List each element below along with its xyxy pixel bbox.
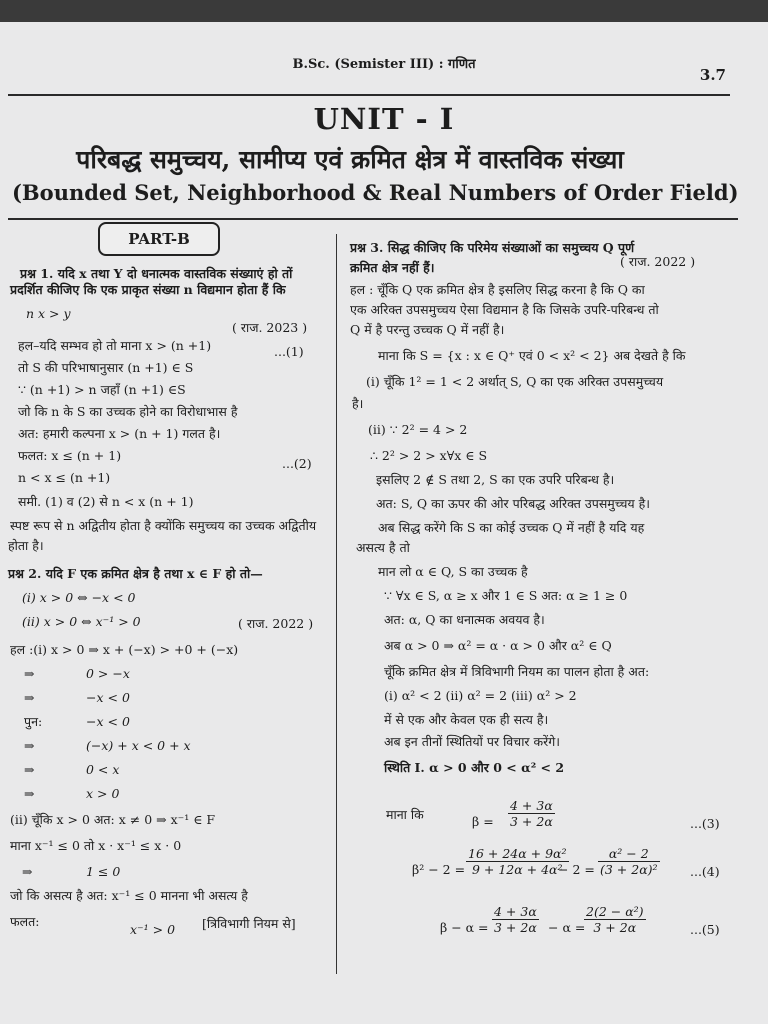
- solution-2-label: फलत:: [10, 914, 40, 929]
- part-b-box: PART-B: [98, 222, 220, 256]
- solution-1-line: ∵ (n +1) > n जहाँ (n +1) ∈S: [18, 382, 186, 397]
- question-2-part-ii: (ii) x > 0 ⇔ x⁻¹ > 0: [22, 614, 141, 629]
- question-3-line-1: प्रश्न 3. सिद्ध कीजिए कि परिमेय संख्याओं का समुच्चय Q पूर्ण: [350, 240, 635, 255]
- implies-symbol: ⇒: [24, 762, 35, 777]
- title-rule: [8, 218, 738, 220]
- solution-1-line: स्पष्ट रूप से n अद्वितीय होता है क्योंकि समुच्चय का उच्चक अद्वितीय: [10, 518, 317, 533]
- fraction-denominator: 3 + 2α: [494, 920, 537, 935]
- solution-3-line: Q में है परन्तु उच्चक Q में नहीं है।: [350, 322, 505, 337]
- beta-minus-alpha-fraction: [492, 904, 539, 935]
- solution-2-label: पुन:: [24, 714, 43, 729]
- equation-number: ...(4): [690, 864, 720, 879]
- case-1-heading: स्थिति I. α > 0 और 0 < α² < 2: [384, 760, 565, 775]
- beta-squared-fraction: [466, 846, 569, 877]
- fraction-numerator: 2(2 − α²): [586, 904, 644, 919]
- solution-1-line: समी. (1) व (2) से n < x (n + 1): [18, 494, 194, 509]
- running-header: B.Sc. (Semister III) : गणित: [292, 57, 476, 72]
- fraction-numerator: 4 + 3α: [494, 904, 537, 919]
- fraction-numerator: α² − 2: [598, 846, 660, 862]
- beta-minus-alpha-label: β − α =: [440, 920, 489, 935]
- question-1-statement: n x > y: [26, 306, 71, 321]
- beta-definition-fraction: [508, 798, 555, 829]
- solution-1-line: हल–यदि सम्भव हो तो माना x > (n +1): [18, 338, 212, 353]
- unit-title: UNIT - I: [313, 102, 455, 136]
- solution-3-line: (i) α² < 2 (ii) α² = 2 (iii) α² > 2: [384, 688, 577, 703]
- solution-2-step: (−x) + x < 0 + x: [86, 738, 191, 753]
- solution-2-step: −x < 0: [86, 690, 130, 705]
- solution-3-line: ∵ ∀x ∈ S, α ≥ x और 1 ∈ S अत: α ≥ 1 ≥ 0: [384, 588, 628, 603]
- implies-symbol: ⇒: [24, 786, 35, 801]
- solution-3-line: माना कि S = {x : x ∈ Q⁺ एवं 0 < x² < 2} अब देखते है कि: [378, 348, 686, 363]
- let-label: माना कि: [386, 807, 424, 822]
- question-1-line-1: प्रश्न 1. यदि x तथा Y दो धनात्मक वास्तविक संख्याएं हो तों: [20, 266, 293, 281]
- solution-3-line: ∴ 2² > 2 > x∀x ∈ S: [370, 448, 488, 463]
- chapter-title-hindi: परिबद्ध समुच्चय, सामीप्य एवं क्रमित क्षेत्र में वास्तविक संख्या: [76, 145, 624, 174]
- solution-3-line: हल : चूँकि Q एक क्रमित क्षेत्र है इसलिए सिद्ध करना है कि Q का: [350, 282, 645, 297]
- solution-2-step: 1 ≤ 0: [86, 864, 121, 879]
- solution-3-line: (ii) ∵ 2² = 4 > 2: [368, 422, 468, 437]
- fraction-numerator: 16 + 24α + 9α²: [468, 846, 567, 861]
- solution-3-line: अब सिद्ध करेंगे कि S का कोई उच्चक Q में नहीं है यदि यह: [378, 520, 645, 535]
- solution-2-step: x⁻¹ > 0: [130, 922, 176, 937]
- equation-number: ...(3): [690, 816, 720, 831]
- question-1-exam-ref: ( राज. 2023 ): [232, 320, 308, 335]
- solution-3-line: अत: S, Q का ऊपर की ओर परिबद्ध अरिक्त उपसमुच्चय है।: [376, 496, 651, 511]
- fraction-denominator: 3 + 2α: [510, 814, 553, 829]
- solution-2-line: माना x⁻¹ ≤ 0 तो x · x⁻¹ ≤ x · 0: [10, 838, 182, 853]
- header-rule: [8, 94, 730, 96]
- solution-3-line: मान लो α ∈ Q, S का उच्चक है: [378, 564, 528, 579]
- implies-symbol: ⇒: [22, 864, 33, 879]
- solution-3-line: अब α > 0 ⇒ α² = α · α > 0 और α² ∈ Q: [384, 638, 612, 653]
- solution-1-line: तो S की परिभाषानुसार (n +1) ∈ S: [18, 360, 194, 375]
- solution-2-step: x > 0: [86, 786, 120, 801]
- beta-squared-label: β² − 2 =: [412, 862, 466, 877]
- question-2-part-i: (i) x > 0 ⇔ −x < 0: [22, 590, 136, 605]
- column-divider: [336, 234, 337, 974]
- minus-two-label: − 2 =: [558, 862, 595, 877]
- implies-symbol: ⇒: [24, 690, 35, 705]
- solution-1-line: जो कि n के S का उच्चक होने का विरोधाभास है: [18, 404, 238, 419]
- beta-label: β =: [472, 814, 494, 829]
- fraction-denominator: 3 + 2α: [593, 920, 637, 935]
- solution-3-line: एक अरिक्त उपसमुच्चय ऐसा विद्यमान है कि जिसके उपरि-परिबन्ध तो: [350, 302, 659, 317]
- equation-number: ...(5): [690, 922, 720, 937]
- solution-1-line: फलत: x ≤ (n + 1): [18, 448, 122, 463]
- solution-3-line: चूँकि क्रमित क्षेत्र में त्रिविभागी नियम का पालन होता है अत:: [384, 664, 650, 679]
- beta-minus-alpha-result-fraction: [584, 904, 646, 935]
- solution-2-step: −x < 0: [86, 714, 130, 729]
- solution-1-line: n < x ≤ (n +1): [18, 470, 111, 485]
- solution-3-line: इसलिए 2 ∉ S तथा 2, S का एक उपरि परिबन्ध है।: [376, 472, 615, 487]
- textbook-page: [0, 22, 768, 1024]
- implies-symbol: ⇒: [24, 666, 35, 681]
- solution-1-line: होता है।: [8, 538, 44, 553]
- fraction-denominator: 9 + 12α + 4α²: [471, 862, 563, 877]
- solution-2-line: (ii) चूँकि x > 0 अत: x ≠ 0 ⇒ x⁻¹ ∈ F: [10, 812, 216, 827]
- equation-number: ...(2): [282, 456, 312, 471]
- solution-2-step: 0 > −x: [86, 666, 130, 681]
- solution-2-line: हल :(i) x > 0 ⇒ x + (−x) > +0 + (−x): [10, 642, 239, 657]
- question-3-line-2: क्रमित क्षेत्र नहीं हैं।: [350, 260, 435, 275]
- question-1-line-2: प्रदर्शित कीजिए कि एक प्राकृत संख्या n विद्यमान होता हैं कि: [10, 282, 286, 297]
- solution-1-line: अत: हमारी कल्पना x > (n + 1) गलत है।: [18, 426, 221, 441]
- solution-3-line: में से एक और केवल एक ही सत्य है।: [384, 712, 549, 727]
- equation-number: ...(1): [274, 344, 304, 359]
- solution-3-line: असत्य है तो: [356, 540, 410, 555]
- fraction-numerator: 4 + 3α: [510, 798, 553, 813]
- solution-2-step: 0 < x: [86, 762, 120, 777]
- solution-3-line: है।: [352, 396, 364, 411]
- question-2-line: प्रश्न 2. यदि F एक क्रमित क्षेत्र है तथा x ∈ F हो तो—: [8, 566, 263, 581]
- solution-2-line: जो कि असत्य है अत: x⁻¹ ≤ 0 मानना भी असत्य है: [10, 888, 248, 903]
- page-number: 3.7: [699, 66, 726, 84]
- solution-3-line: अब इन तीनों स्थितियों पर विचार करेंगे।: [384, 734, 561, 749]
- beta-squared-result-fraction: [598, 846, 660, 877]
- solution-3-line: (i) चूँकि 1² = 1 < 2 अर्थात् S, Q का एक अरिक्त उपसमुच्चय: [366, 374, 664, 389]
- fraction-denominator: (3 + 2α)²: [600, 862, 658, 877]
- solution-3-line: अत: α, Q का धनात्मक अवयव है।: [384, 612, 545, 627]
- question-2-exam-ref: ( राज. 2022 ): [238, 616, 314, 631]
- implies-symbol: ⇒: [24, 738, 35, 753]
- solution-2-reason: [त्रिविभागी नियम से]: [202, 916, 296, 931]
- minus-alpha-label: − α =: [548, 920, 586, 935]
- question-3-exam-ref: ( राज. 2022 ): [620, 254, 696, 269]
- chapter-title-english: (Bounded Set, Neighborhood & Real Numbers of Order Field): [12, 180, 739, 205]
